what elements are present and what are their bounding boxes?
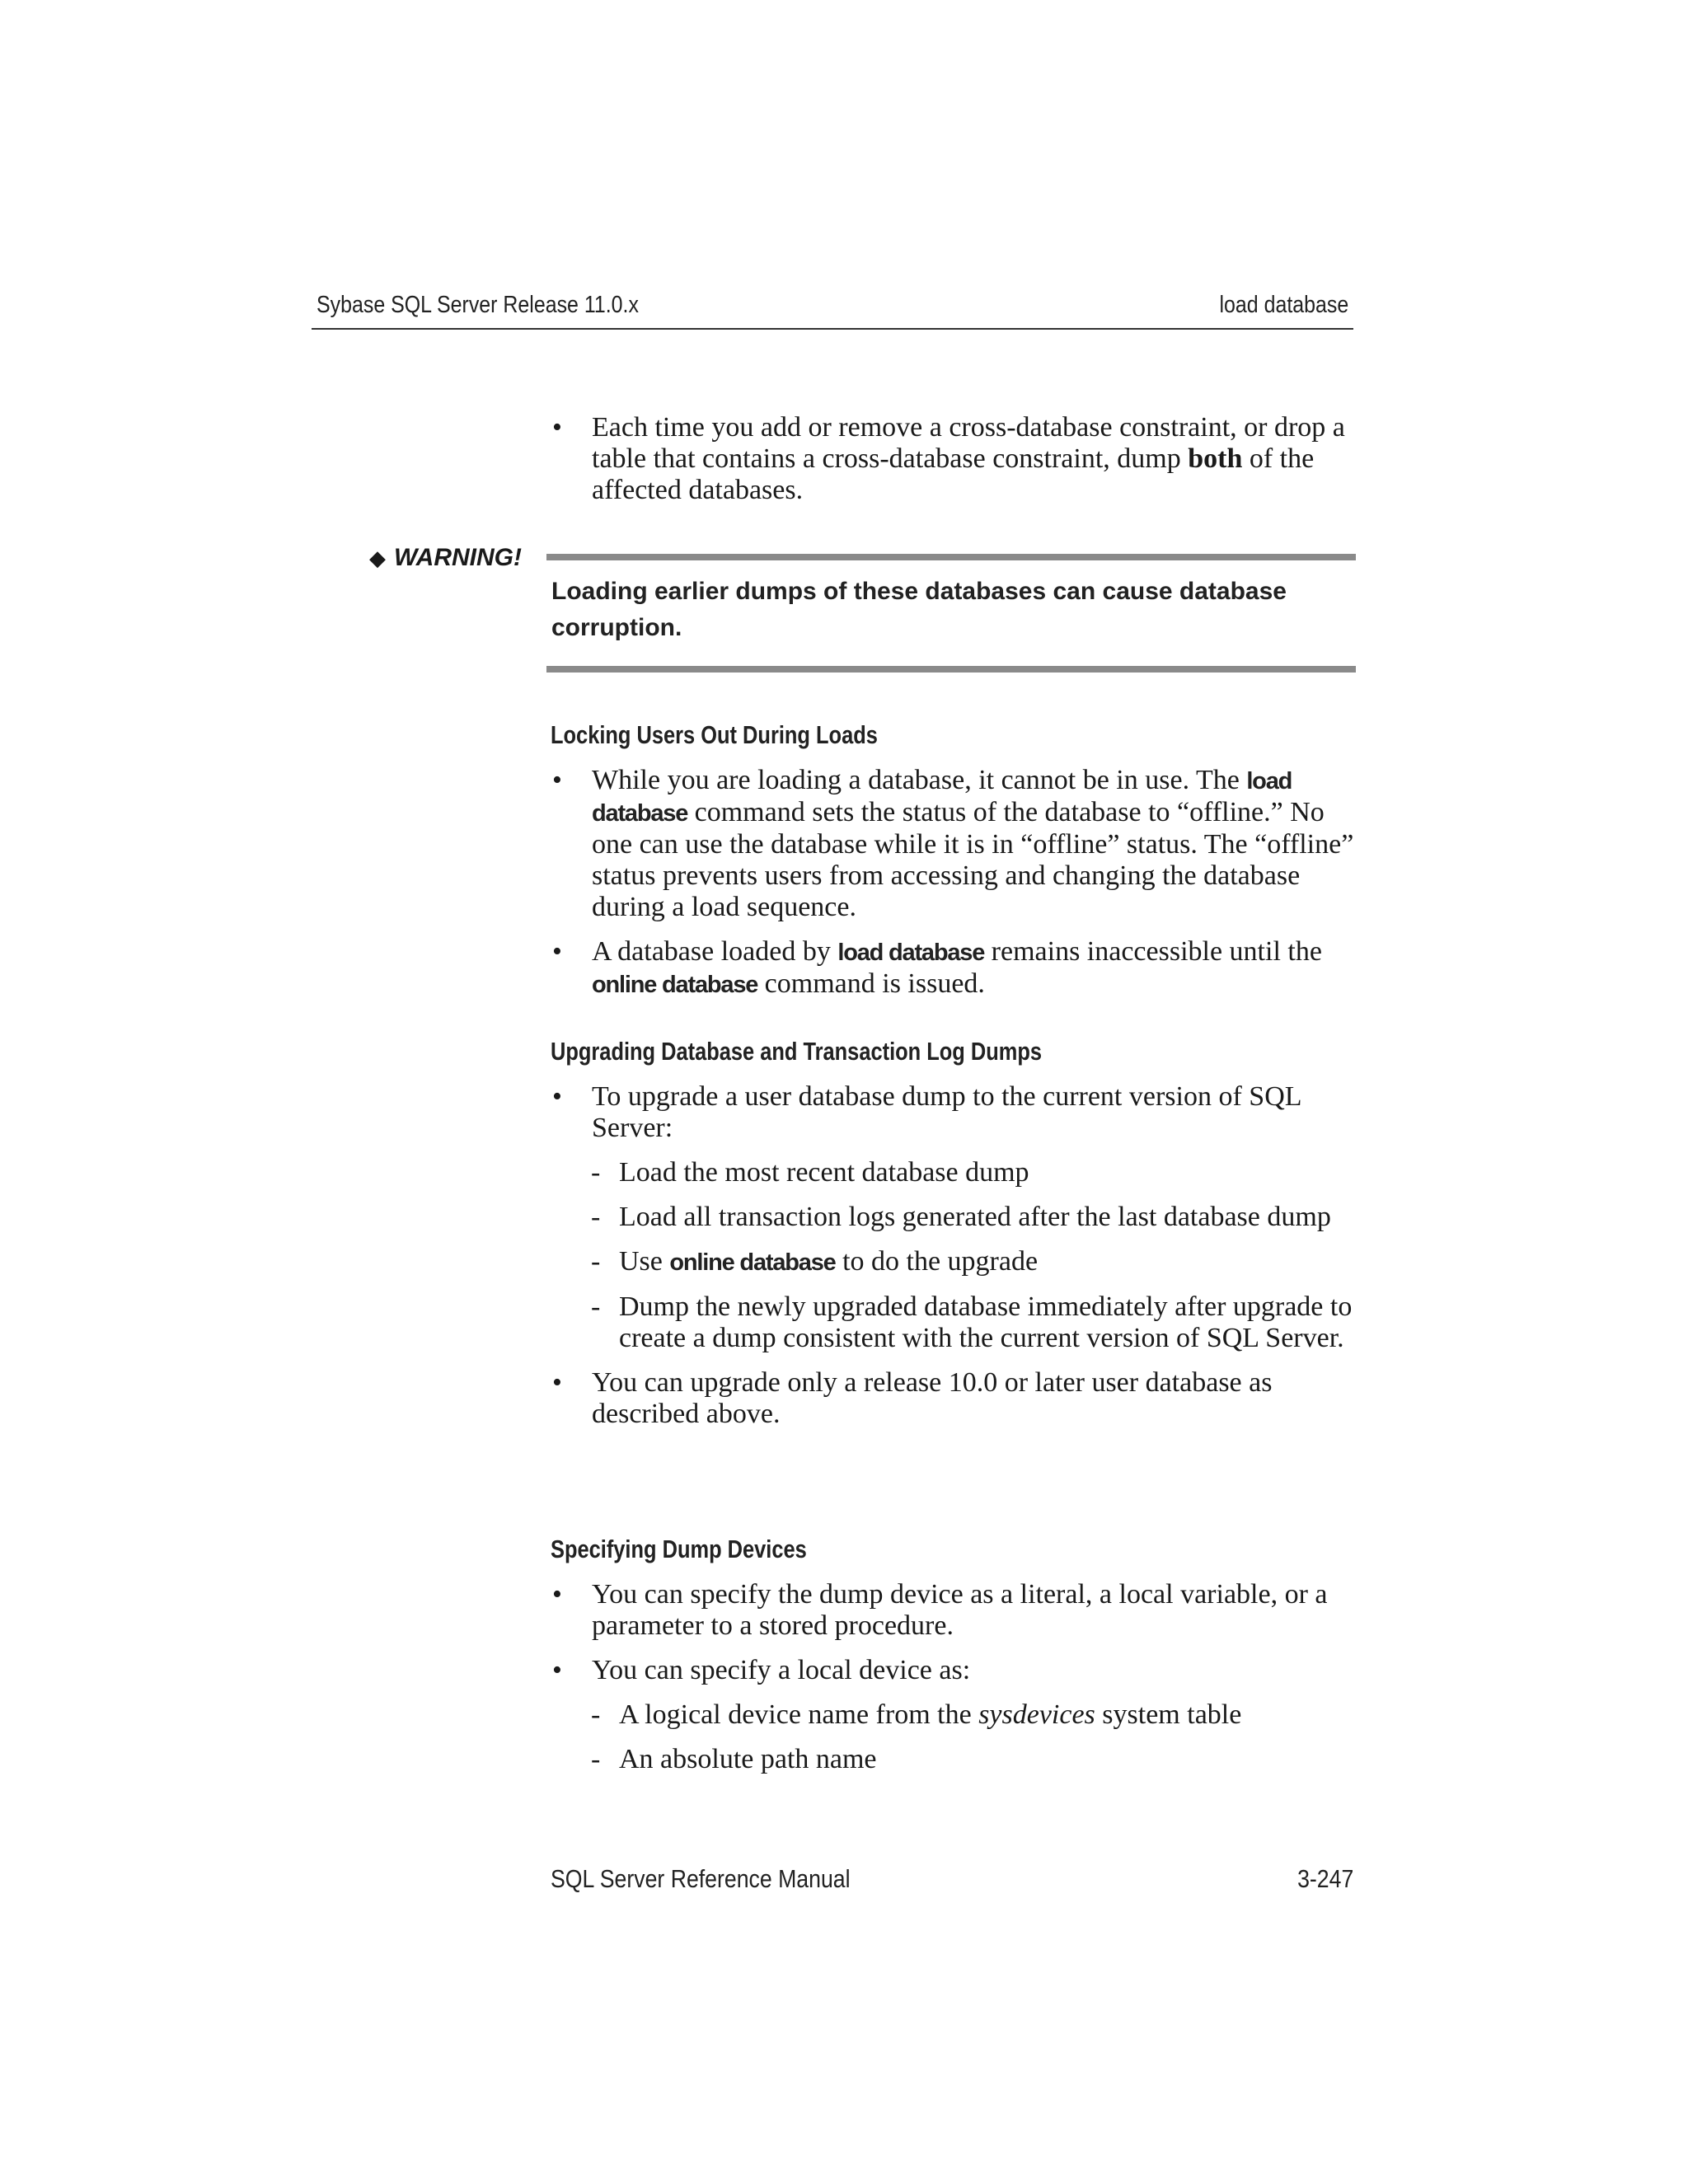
list-item: • You can upgrade only a release 10.0 or later user database as described above. [552, 1367, 1273, 1429]
header-title: Sybase SQL Server Release 11.0.x [316, 292, 639, 318]
italic-sysdevices: sysdevices [978, 1699, 1095, 1730]
warning-box [546, 554, 1356, 673]
devices-section [551, 1535, 1358, 1788]
footer-title: SQL Server Reference Manual [551, 1864, 851, 1893]
section-heading-devices: Specifying Dump Devices [551, 1535, 807, 1563]
dash-icon: - [591, 1157, 601, 1188]
bullet-icon: • [552, 765, 562, 795]
dash-icon: - [591, 1699, 601, 1730]
list-item: • While you are loading a database, it cannot be in use. The load database command sets the status of the database to “offline.” No one can use the database while it is in “offline” status. The “offline” status prevents users from accessing and changing the database during a load sequence. [552, 765, 1354, 922]
bullet-icon: • [552, 1081, 562, 1112]
sub-list-item: - An absolute path name [591, 1744, 877, 1774]
upgrading-section [551, 1037, 1358, 1443]
list-item: • To upgrade a user database dump to the current version of SQL Server: [552, 1081, 1301, 1143]
section-heading-locking: Locking Users Out During Loads [551, 720, 878, 749]
running-footer [551, 1864, 1353, 1897]
dash-icon: - [591, 1246, 601, 1277]
command-load-database: load database [837, 940, 985, 966]
sub-list-item: - Dump the newly upgraded database immediately after upgrade to create a dump consistent with the current version of SQL Server. [591, 1291, 1353, 1353]
dash-icon: - [591, 1202, 601, 1232]
bullet-icon: • [552, 1655, 562, 1685]
dash-icon: - [591, 1291, 601, 1322]
warning-label: ◆ WARNING! [369, 544, 522, 571]
list-item: • You can specify a local device as: [552, 1655, 971, 1685]
sub-list-item: - A logical device name from the sysdevices system table [591, 1699, 1242, 1730]
intro-section [551, 412, 1358, 519]
list-item: • A database loaded by load database remains inaccessible until the online database command is issued. [552, 936, 1322, 999]
sub-list-item: - Use online database to do the upgrade [591, 1246, 1039, 1277]
warning-text: Loading earlier dumps of these databases can cause database corruption. [551, 578, 1287, 641]
running-header [312, 288, 1353, 330]
command-online-database: online database [592, 972, 758, 998]
bullet-icon: • [552, 936, 562, 967]
sub-list-item: - Load all transaction logs generated after the last database dump [591, 1202, 1331, 1232]
diamond-icon: ◆ [369, 546, 386, 570]
list-item: • Each time you add or remove a cross-database constraint, or drop a table that contains a cross-database constraint, dump both of the affected databases. [552, 412, 1345, 505]
section-heading-upgrading: Upgrading Database and Transaction Log Dumps [551, 1037, 1043, 1066]
bullet-icon: • [552, 412, 562, 443]
locking-section [551, 720, 1358, 1014]
emphasis-both: both [1188, 443, 1243, 474]
bullet-icon: • [552, 1579, 562, 1610]
dash-icon: - [591, 1744, 601, 1774]
command-load-database: load database [592, 768, 1292, 827]
bullet-icon: • [552, 1367, 562, 1398]
header-section: load database [1219, 292, 1348, 318]
sub-list-item: - Load the most recent database dump [591, 1157, 1029, 1188]
command-online-database: online database [669, 1249, 836, 1276]
page-number: 3-247 [1296, 1864, 1353, 1893]
list-item: • You can specify the dump device as a literal, a local variable, or a parameter to a stored procedure. [552, 1579, 1328, 1641]
